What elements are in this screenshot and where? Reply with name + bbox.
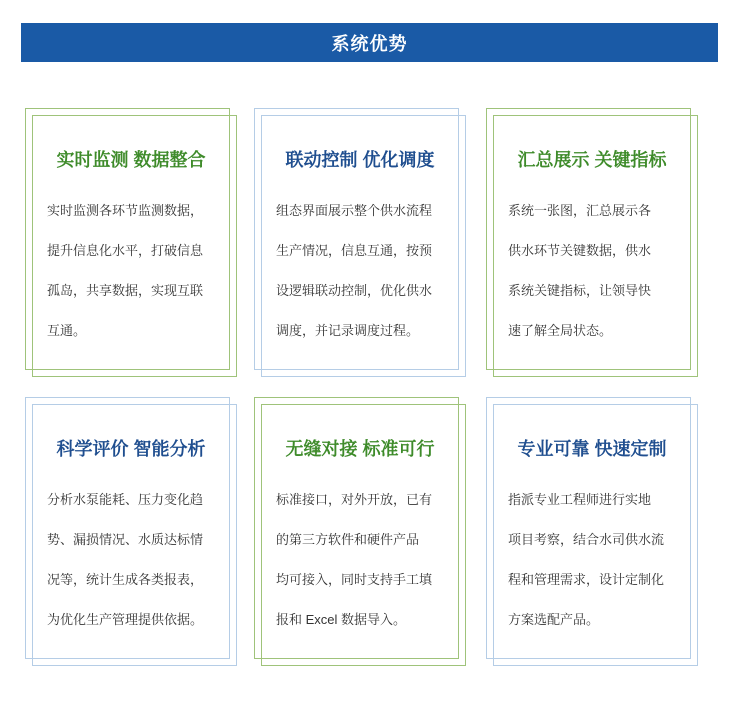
card-text-line: 均可接入，同时支持手工填	[276, 572, 433, 587]
card-description	[276, 191, 448, 351]
card-text-line: 孤岛，共享数据，实现互联	[47, 283, 204, 298]
card-description	[276, 480, 448, 640]
feature-card-realtime-monitoring	[25, 108, 230, 370]
page-title: 系统优势	[331, 33, 408, 54]
feature-card-linked-control	[254, 108, 459, 370]
card-title: 汇总展示 关键指标	[517, 150, 667, 170]
card-text-line: 速了解全局状态。	[508, 323, 613, 338]
card-description	[508, 191, 680, 351]
card-text-line: 方案选配产品。	[508, 612, 600, 627]
card-description	[47, 480, 219, 640]
header-banner	[21, 23, 718, 62]
card-text-line: 标准接口，对外开放，已有	[276, 492, 433, 507]
card-text-line: 项目考察，结合水司供水流	[508, 532, 665, 547]
card-text-line: 生产情况，信息互通，按预	[276, 243, 433, 258]
card-text-line: 分析水泵能耗、压力变化趋	[47, 492, 204, 507]
card-text-line: 势、漏损情况、水质达标情	[47, 532, 204, 547]
card-text-line: 互通。	[47, 323, 87, 338]
card-text-line: 指派专业工程师进行实地	[508, 492, 652, 507]
card-text-line: 组态界面展示整个供水流程	[276, 203, 433, 218]
feature-card-summary-display	[486, 108, 691, 370]
card-text-line: 实时监测各环节监测数据，	[47, 203, 204, 218]
feature-card-scientific-evaluation	[25, 397, 230, 659]
card-text-line: 设逻辑联动控制，优化供水	[276, 283, 433, 298]
card-text-line: 提升信息化水平，打破信息	[47, 243, 204, 258]
card-title: 无缝对接 标准可行	[285, 439, 435, 459]
card-title: 实时监测 数据整合	[56, 150, 206, 170]
card-description	[508, 480, 680, 640]
card-text-line: 报和 Excel 数据导入。	[276, 612, 407, 627]
card-text-line: 为优化生产管理提供依据。	[47, 612, 204, 627]
card-title: 专业可靠 快速定制	[517, 439, 667, 459]
card-text-line: 调度，并记录调度过程。	[276, 323, 420, 338]
card-description	[47, 191, 219, 351]
card-text-line: 的第三方软件和硬件产品	[276, 532, 420, 547]
card-title: 科学评价 智能分析	[56, 439, 206, 459]
card-text-line: 系统关键指标，让领导快	[508, 283, 652, 298]
card-text-line: 供水环节关键数据，供水	[508, 243, 652, 258]
card-text-line: 况等，统计生成各类报表，	[47, 572, 204, 587]
feature-card-seamless-integration	[254, 397, 459, 659]
card-text-line: 程和管理需求，设计定制化	[508, 572, 665, 587]
feature-card-professional-customization	[486, 397, 691, 659]
card-text-line: 系统一张图，汇总展示各	[508, 203, 652, 218]
card-title: 联动控制 优化调度	[285, 150, 435, 170]
